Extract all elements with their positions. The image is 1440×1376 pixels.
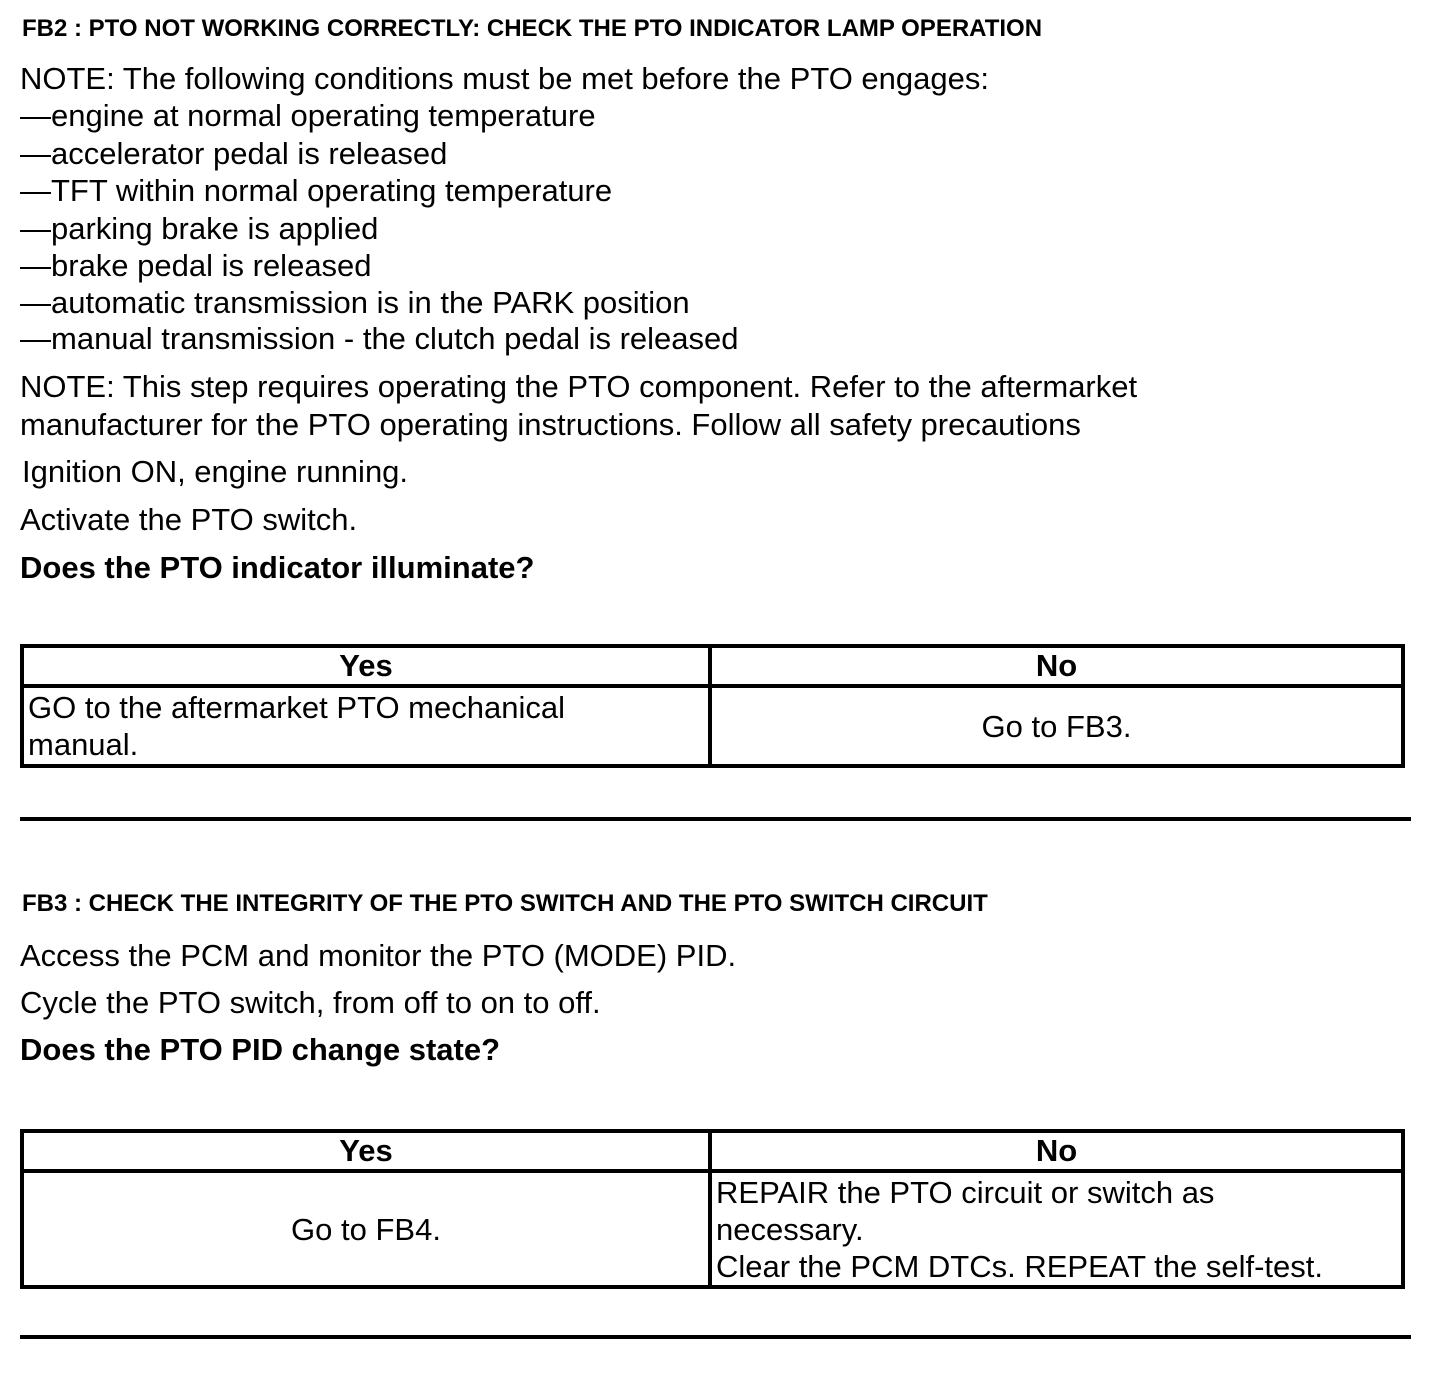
- fb3-no-cell: [710, 1171, 1403, 1287]
- fb3-heading: FB3 : CHECK THE INTEGRITY OF THE PTO SWITCH AND THE PTO SWITCH CIRCUIT: [22, 890, 988, 917]
- fb2-yes-line1: GO to the aftermarket PTO mechanical: [28, 690, 565, 725]
- fb3-no-line3: Clear the PCM DTCs. REPEAT the self-test.: [716, 1248, 1323, 1284]
- fb2-yes-cell: [22, 686, 710, 766]
- fb2-note2-line2: manufacturer for the PTO operating instructions. Follow all safety precautions: [20, 407, 1081, 442]
- fb2-note-intro: NOTE: The following conditions must be met before the PTO engages:: [20, 61, 989, 96]
- fb2-note2-line1: NOTE: This step requires operating the PTO component. Refer to the aftermarket: [20, 369, 1138, 404]
- fb2-heading: FB2 : PTO NOT WORKING CORRECTLY: CHECK THE PTO INDICATOR LAMP OPERATION: [22, 15, 1043, 42]
- fb3-step-cycle: Cycle the PTO switch, from off to on to off.: [20, 985, 601, 1020]
- fb2-no-cell: Go to FB3.: [710, 686, 1403, 766]
- fb3-yes-header: Yes: [22, 1131, 710, 1171]
- fb2-decision-table: [20, 644, 1405, 768]
- section-divider: [20, 817, 1411, 821]
- section-divider: [20, 1335, 1411, 1339]
- fb2-question: Does the PTO indicator illuminate?: [20, 550, 535, 585]
- fb3-no-header: No: [710, 1131, 1403, 1171]
- fb3-question: Does the PTO PID change state?: [20, 1032, 501, 1067]
- fb2-condition: —TFT within normal operating temperature: [20, 173, 613, 208]
- fb2-no-header: No: [710, 646, 1403, 686]
- fb3-decision-table: [20, 1129, 1405, 1289]
- fb2-condition: —accelerator pedal is released: [20, 136, 448, 171]
- fb2-condition: —manual transmission - the clutch pedal is released: [20, 321, 739, 356]
- fb3-no-line1: REPAIR the PTO circuit or switch as: [716, 1174, 1215, 1210]
- fb3-no-line2: necessary.: [716, 1211, 864, 1247]
- fb2-step-ignition: Ignition ON, engine running.: [22, 454, 409, 489]
- fb3-yes-cell: Go to FB4.: [22, 1171, 710, 1287]
- fb2-yes-line2: manual.: [28, 727, 139, 762]
- fb3-step-access: Access the PCM and monitor the PTO (MODE) PID.: [20, 938, 737, 973]
- fb2-condition: —automatic transmission is in the PARK position: [20, 285, 690, 320]
- fb2-condition: —brake pedal is released: [20, 248, 372, 283]
- fb2-condition: —parking brake is applied: [20, 211, 379, 246]
- fb2-step-activate: Activate the PTO switch.: [20, 502, 358, 537]
- fb2-condition: —engine at normal operating temperature: [20, 98, 596, 133]
- fb2-yes-header: Yes: [22, 646, 710, 686]
